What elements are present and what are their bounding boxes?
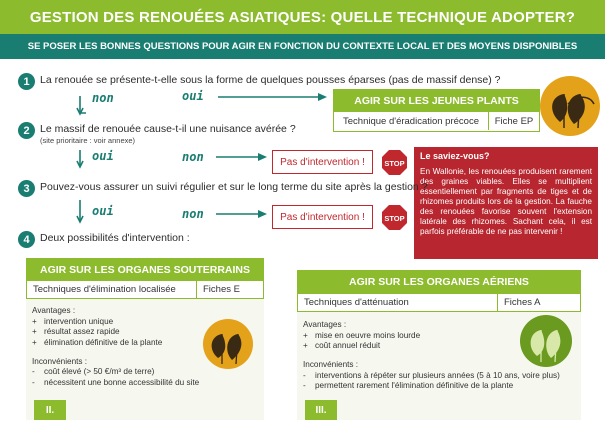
page-subtitle: SE POSER LES BONNES QUESTIONS POUR AGIR EN FONCTION DU CONTEXTE LOCAL ET DES MOYENS DISPONIBLES <box>0 34 605 59</box>
bullet-minus: - <box>32 367 35 377</box>
question-3-text: Pouvez-vous assurer un suivi régulier et sur le long terme du site après la gestion ? <box>40 181 428 193</box>
panel-organes-aeriens <box>297 270 581 420</box>
action-jeunes-plants <box>333 89 540 132</box>
stop-sign-icon-2 <box>381 149 408 176</box>
info-text: En Wallonie, les renouées produisent rarement des graines viables. Elles se multiplient essentiellement par fragments de tiges et de rhizomes produits lors de la gestion. La fauche des renouées favorise souvent l'extension latérale des rhizomes. Sachant cela, il est parfois préférable de ne pas intervenir ! <box>420 167 592 236</box>
answer-3-non: non <box>182 207 204 221</box>
stop-label-3: STOP <box>384 214 405 223</box>
stop-label-2: STOP <box>384 159 405 168</box>
panel-aeriens-fiche: Fiches A <box>504 297 541 308</box>
aeriens-avantages-label: Avantages : <box>303 320 347 329</box>
souterrains-avantage-3: élimination définitive de la plante <box>44 337 163 347</box>
answer-3-oui: oui <box>92 204 114 218</box>
pas-intervention-3: Pas d'intervention ! <box>272 205 373 229</box>
page-title: GESTION DES RENOUÉES ASIATIQUES: QUELLE TECHNIQUE ADOPTER? <box>0 0 605 34</box>
info-title: Le saviez-vous? <box>420 151 490 161</box>
bullet-plus: + <box>303 330 308 340</box>
bullet-plus: + <box>32 337 37 347</box>
answer-1-oui: oui <box>182 89 204 103</box>
souterrains-inconvenients-label: Inconvénients : <box>32 356 88 366</box>
souterrains-inconvenient-1: coût élevé (> 50 €/m³ de terre) <box>44 367 155 377</box>
action-jeunes-plants-title: AGIR SUR LES JEUNES PLANTS <box>334 90 539 112</box>
bullet-plus: + <box>32 327 37 337</box>
aeriens-inconvenient-1: interventions à répéter sur plusieurs années (5 à 10 ans, voire plus) <box>315 370 560 380</box>
leaf-icon-roots <box>202 318 254 370</box>
aeriens-inconvenient-2: permettent rarement l'élimination définitive de la plante <box>315 381 514 391</box>
answer-2-oui: oui <box>92 149 114 163</box>
panel-souterrains-body <box>32 306 207 397</box>
panel-organes-souterrains <box>26 258 264 420</box>
roman-numeral-iii: III. <box>305 400 337 420</box>
souterrains-avantages-label: Avantages : <box>32 306 76 315</box>
question-2-text: Le massif de renouée cause-t-il une nuisance avérée ? <box>40 123 296 135</box>
question-3-number: 3 <box>18 180 35 197</box>
answer-1-non: non <box>92 91 114 105</box>
action-jeunes-plants-technique: Technique d'éradication précoce <box>334 112 489 130</box>
question-1-text: La renouée se présente-t-elle sous la forme de quelques pousses éparses (pas de massif dense) ? <box>40 74 501 86</box>
info-box <box>414 147 598 259</box>
aeriens-avantage-2: coût annuel réduit <box>315 341 381 351</box>
question-2-note: (site prioritaire : voir annexe) <box>40 136 136 145</box>
question-2-number: 2 <box>18 122 35 139</box>
panel-aeriens-title: AGIR SUR LES ORGANES AÉRIENS <box>297 270 581 294</box>
action-jeunes-plants-fiche: Fiche EP <box>494 115 534 127</box>
panel-souterrains-technique: Techniques d'élimination localisée <box>27 281 197 298</box>
arrow-q3-right-head <box>258 210 267 218</box>
question-4-number: 4 <box>18 231 35 248</box>
bullet-plus: + <box>303 341 308 351</box>
pas-intervention-2: Pas d'intervention ! <box>272 150 373 174</box>
souterrains-avantage-2: résultat assez rapide <box>44 327 120 337</box>
aeriens-inconvenients-label: Inconvénients : <box>303 359 359 369</box>
bullet-plus: + <box>32 316 37 326</box>
panel-souterrains-title: AGIR SUR LES ORGANES SOUTERRAINS <box>26 258 264 281</box>
roman-numeral-ii: II. <box>34 400 66 420</box>
leaf-icon-aerial <box>519 314 573 368</box>
panel-aeriens-technique: Techniques d'atténuation <box>298 294 498 311</box>
arrow-q1-right-head <box>318 93 327 101</box>
answer-2-non: non <box>182 150 204 164</box>
stop-sign-icon-3 <box>381 204 408 231</box>
bullet-minus: - <box>32 377 35 387</box>
bullet-minus: - <box>303 381 306 391</box>
leaf-icon-young <box>538 74 602 138</box>
arrow-q2-right-head <box>258 153 267 161</box>
aeriens-avantage-1: mise en oeuvre moins lourde <box>315 330 421 340</box>
bullet-minus: - <box>303 370 306 380</box>
souterrains-inconvenient-2: nécessitent une bonne accessibilité du site <box>44 377 200 387</box>
panel-souterrains-fiche: Fiches E <box>203 284 240 295</box>
question-1-number: 1 <box>18 73 35 90</box>
souterrains-avantage-1: intervention unique <box>44 316 114 326</box>
question-4-text: Deux possibilités d'intervention : <box>40 232 190 244</box>
